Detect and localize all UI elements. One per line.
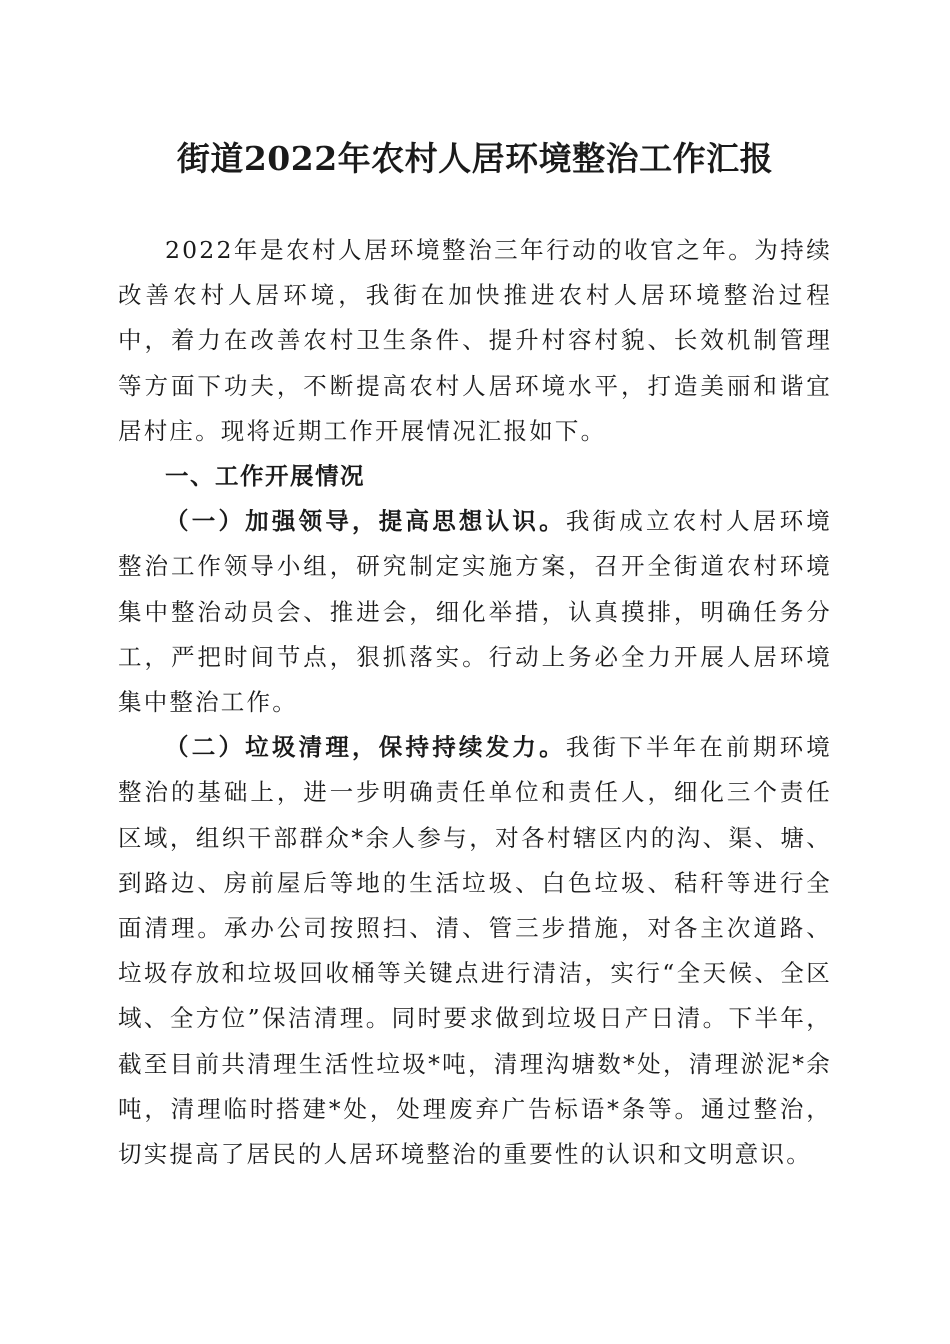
document-body [118,228,832,1177]
item-2-body: 我街下半年在前期环境整治的基础上，进一步明确责任单位和责任人，细化三个责任区域，组织干部群众*余人参与，对各村辖区内的沟、渠、塘、到路边、房前屋后等地的生活垃圾、白色垃圾、秸秆等进行全面清理。承办公司按照扫、清、管三步措施，对各主次道路、垃圾存放和垃圾回收桶等关键点进行清洁，实行“全天候、全区域、全方位”保洁清理。同时要求做到垃圾日产日清。下半年，截至目前共清理生活性垃圾*吨，清理沟塘数*处，清理淤泥*余吨，清理临时搭建*处，处理废弃广告标语*条等。通过整治，切实提高了居民的人居环境整治的重要性的认识和文明意识。 [118,733,832,1169]
item-1-lead: （一）加强领导，提高思想认识。 [165,507,566,536]
document-title: 街道2022年农村人居环境整治工作汇报 [176,139,774,178]
item-1-paragraph [118,499,832,725]
section-heading-1: 一、工作开展情况 [165,462,365,491]
item-2-lead: （二）垃圾清理，保持持续发力。 [165,733,566,762]
item-1-body: 我街成立农村人居环境整治工作领导小组，研究制定实施方案，召开全街道农村环境集中整治动员会、推进会，细化举措，认真摸排，明确任务分工，严把时间节点，狠抓落实。行动上务必全力开展人居环境集中整治工作。 [118,507,832,717]
item-2-paragraph [118,725,832,1177]
intro-paragraph: 2022年是农村人居环境整治三年行动的收官之年。为持续改善农村人居环境，我街在加快推进农村人居环境整治过程中，着力在改善农村卫生条件、提升村容村貌、长效机制管理等方面下功夫，不断提高农村人居环境水平，打造美丽和谐宜居村庄。现将近期工作开展情况汇报如下。 [118,236,832,445]
